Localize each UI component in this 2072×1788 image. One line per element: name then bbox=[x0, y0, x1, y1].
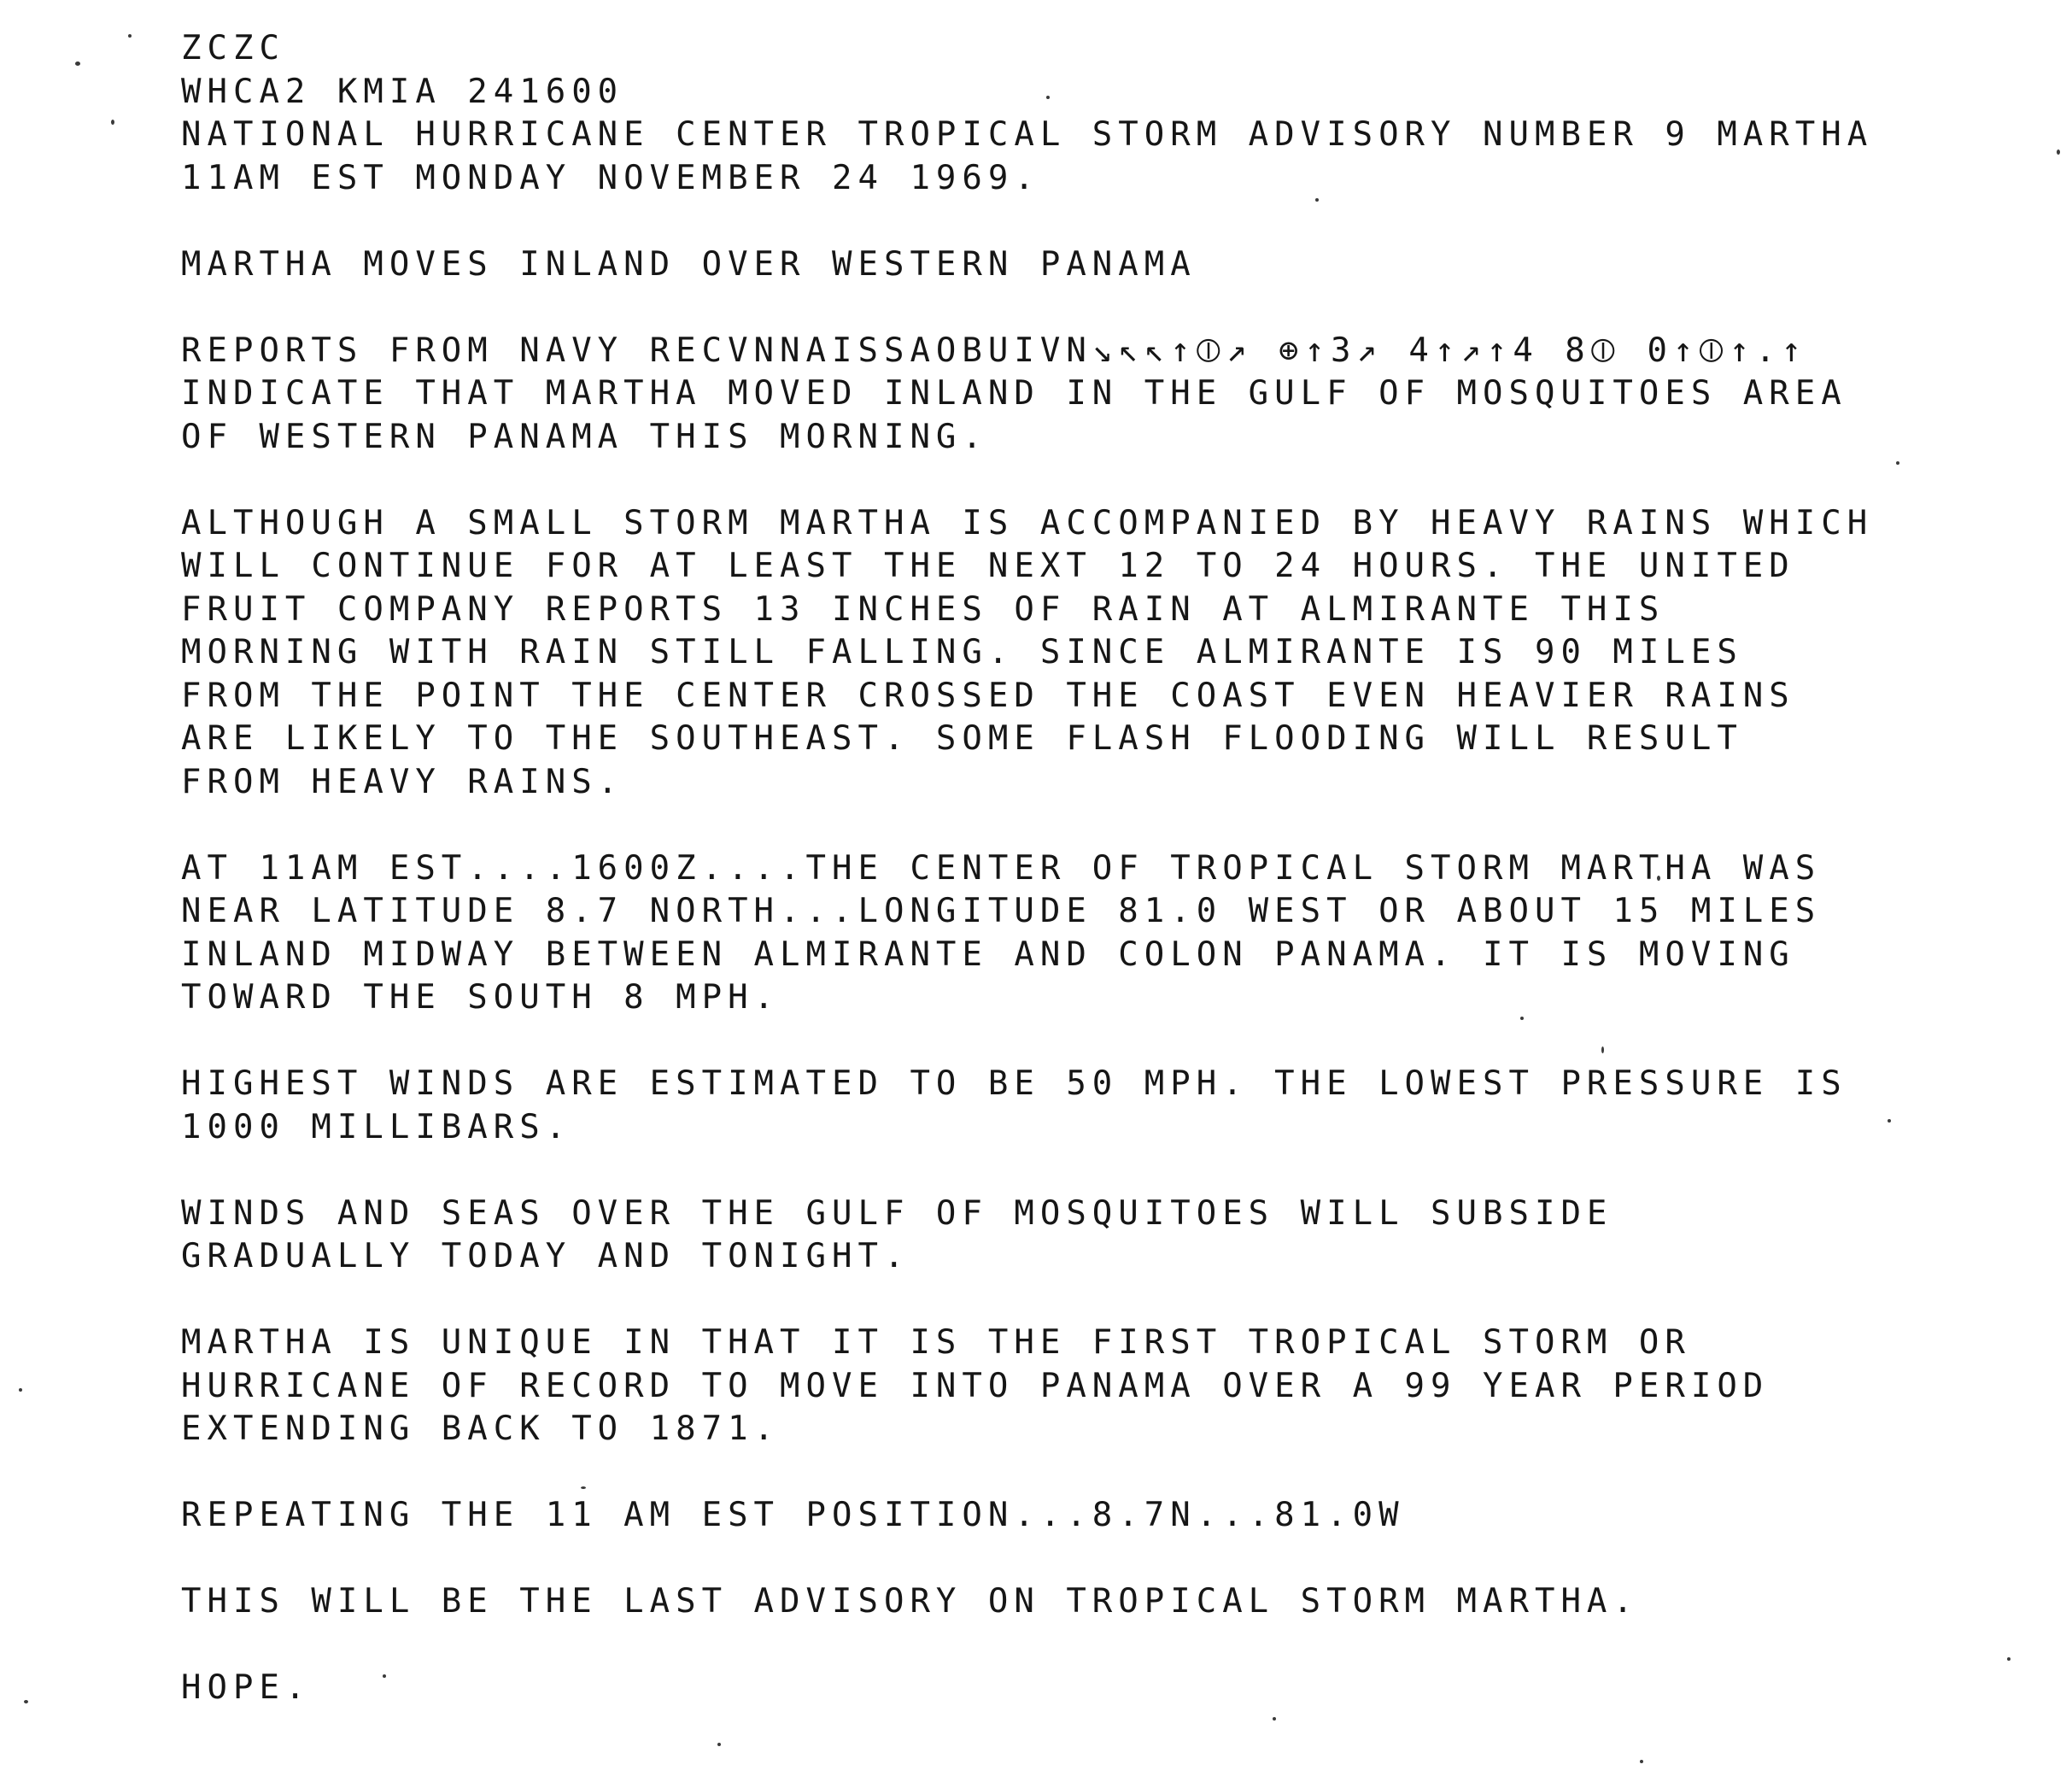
position-paragraph bbox=[181, 847, 1992, 1020]
repeat-position-line: REPEATING THE 11 AM EST POSITION...8.7N...81.0W bbox=[181, 1496, 1405, 1534]
scan-speck bbox=[128, 34, 132, 38]
rains-paragraph bbox=[181, 502, 1992, 805]
paragraph-line: ARE LIKELY TO THE SOUTHEAST. SOME FLASH FLOODING WILL RESULT bbox=[181, 719, 1743, 758]
header-line: 11AM EST MONDAY NOVEMBER 24 1969. bbox=[181, 158, 1040, 197]
paragraph-line: ALTHOUGH A SMALL STORM MARTHA IS ACCOMPANIED BY HEAVY RAINS WHICH bbox=[181, 503, 1874, 542]
winds-paragraph bbox=[181, 1063, 1992, 1149]
paragraph-line: INDICATE THAT MARTHA MOVED INLAND IN THE GULF OF MOSQUITOES AREA bbox=[181, 374, 1847, 413]
reports-paragraph bbox=[181, 330, 1992, 460]
scan-speck bbox=[1273, 1717, 1276, 1721]
paragraph-line: WILL CONTINUE FOR AT LEAST THE NEXT 12 TO 24 HOURS. THE UNITED bbox=[181, 547, 1795, 585]
scan-speck bbox=[75, 62, 80, 66]
header-block bbox=[181, 27, 1992, 200]
header-line: NATIONAL HURRICANE CENTER TROPICAL STORM ADVISORY NUMBER 9 MARTHA bbox=[181, 115, 1874, 154]
paragraph-line: EXTENDING BACK TO 1871. bbox=[181, 1410, 781, 1448]
paragraph-line: GRADUALLY TODAY AND TONIGHT. bbox=[181, 1237, 910, 1275]
seas-paragraph bbox=[181, 1193, 1992, 1279]
paragraph-line: TOWARD THE SOUTH 8 MPH. bbox=[181, 978, 781, 1017]
header-line: WHCA2 KMIA 241600 bbox=[181, 72, 624, 111]
paragraph-line: HURRICANE OF RECORD TO MOVE INTO PANAMA OVER A 99 YEAR PERIOD bbox=[181, 1366, 1770, 1405]
paragraph-line: OF WESTERN PANAMA THIS MORNING. bbox=[181, 417, 988, 456]
paragraph-line: FRUIT COMPANY REPORTS 13 INCHES OF RAIN AT ALMIRANTE THIS bbox=[181, 589, 1665, 629]
advisory-document bbox=[181, 27, 1992, 1710]
paragraph-line: REPORTS FROM NAVY RECVNNAISSAOBUIVN↘↖↖↑⦶↗ ⊕↑3↗ 4↑↗↑4 8⦶ 0↑⦶↑.↑ bbox=[181, 331, 1808, 370]
paragraph-line: 1000 MILLIBARS. bbox=[181, 1107, 572, 1146]
paragraph-line: MORNING WITH RAIN STILL FALLING. SINCE ALMIRANTE IS 90 MILES bbox=[181, 633, 1743, 671]
last-advisory-line: THIS WILL BE THE LAST ADVISORY ON TROPICAL STORM MARTHA. bbox=[181, 1582, 1639, 1621]
scan-speck bbox=[19, 1388, 22, 1392]
scan-speck bbox=[1640, 1760, 1643, 1763]
paragraph-line: NEAR LATITUDE 8.7 NORTH...LONGITUDE 81.0 WEST OR ABOUT 15 MILES bbox=[181, 892, 1822, 930]
paragraph-line: INLAND MIDWAY BETWEEN ALMIRANTE AND COLON PANAMA. IT IS MOVING bbox=[181, 935, 1795, 974]
scan-speck bbox=[24, 1700, 28, 1703]
paragraph-line: FROM HEAVY RAINS. bbox=[181, 762, 624, 801]
scan-speck bbox=[717, 1743, 721, 1746]
paragraph-line: MARTHA IS UNIQUE IN THAT IT IS THE FIRST TROPICAL STORM OR bbox=[181, 1323, 1691, 1362]
scan-speck bbox=[2007, 1657, 2011, 1661]
paragraph-line: AT 11AM EST....1600Z....THE CENTER OF TROPICAL STORM MARTHA WAS bbox=[181, 848, 1822, 888]
paragraph-line: FROM THE POINT THE CENTER CROSSED THE COAST EVEN HEAVIER RAINS bbox=[181, 676, 1795, 715]
header-line: ZCZC bbox=[181, 29, 285, 67]
signoff: HOPE. bbox=[181, 1668, 312, 1707]
scan-speck bbox=[2057, 149, 2060, 155]
paragraph-line: HIGHEST WINDS ARE ESTIMATED TO BE 50 MPH. THE LOWEST PRESSURE IS bbox=[181, 1064, 1847, 1103]
advisory-headline: MARTHA MOVES INLAND OVER WESTERN PANAMA bbox=[181, 244, 1197, 284]
unique-paragraph bbox=[181, 1322, 1992, 1451]
paragraph-line: WINDS AND SEAS OVER THE GULF OF MOSQUITOES WILL SUBSIDE bbox=[181, 1193, 1613, 1233]
scan-speck bbox=[111, 120, 114, 125]
